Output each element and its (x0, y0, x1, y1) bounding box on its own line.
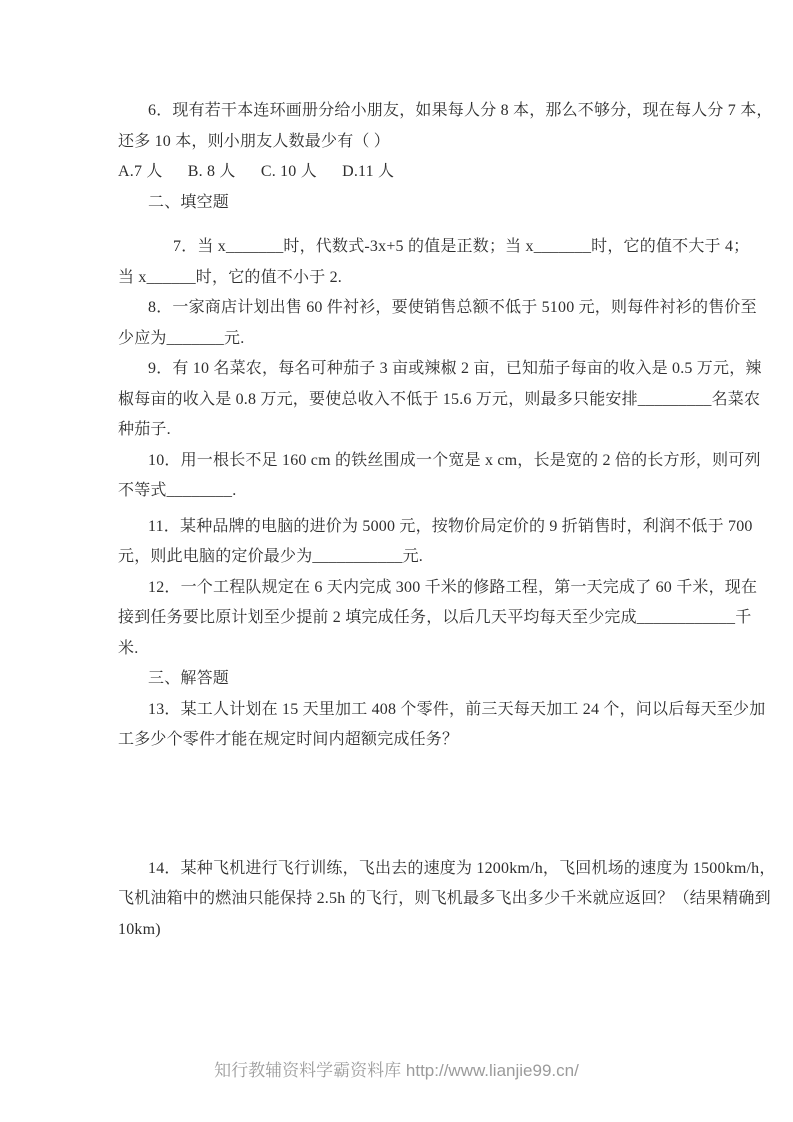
q12-line-3: 米. (118, 639, 139, 657)
q14-line-1: 14．某种飞机进行飞行训练，飞出去的速度为 1200km/h，飞回机场的速度为 1500km/h， (148, 859, 776, 877)
section-2-header: 二、填空题 (148, 193, 230, 211)
q6-line-1: 6．现有若干本连环画册分给小朋友，如果每人分 8 本，那么不够分，现在每人分 7 本， (148, 102, 773, 119)
q14-line-3: 10km) (118, 920, 161, 938)
q9-line-2: 椒每亩的收入是 0.8 万元，要使总收入不低于 15.6 万元，则最多只能安排_________名菜农 (118, 390, 761, 408)
q12-line-1: 12．一个工程队规定在 6 天内完成 300 千米的修路工程，第一天完成了 60 千米，现在 (148, 578, 758, 596)
section-3-header: 三、解答题 (148, 670, 230, 687)
q12-line-2: 接到任务要比原计划至少提前 2 填完成任务，以后几天平均每天至少完成____________千 (118, 609, 752, 626)
q9-line-3: 种茄子. (118, 421, 171, 438)
q13-line-2: 工多少个零件才能在规定时间内超额完成任务？ (118, 731, 459, 748)
q6-options: A.7 人 B. 8 人 C. 10 人 D.11 人 (118, 163, 395, 180)
q11-line-2: 元，则此电脑的定价最少为___________元. (118, 548, 424, 565)
q8-line-2: 少应为_______元. (118, 329, 245, 347)
q11-line-1: 11．某种品牌的电脑的进价为 5000 元，按物价局定价的 9 折销售时，利润不低于 700 (148, 517, 753, 535)
q13-line-1: 13．某工人计划在 15 天里加工 408 个零件，前三天每天加工 24 个，问以后每天至少加 (148, 700, 766, 718)
footer-watermark: 知行教辅资料学霸资料库 http://www.lianjie99.cn/ (214, 1061, 579, 1080)
q7-line-1: 7．当 x_______时，代数式-3x+5 的值是正数；当 x_______时，它的值不大于 4； (173, 238, 750, 255)
q7-line-2: 当 x______时，它的值不小于 2. (118, 268, 343, 286)
q6-line-2: 还多 10 本，则小朋友人数最少有（ ） (118, 132, 391, 150)
q10-line-2: 不等式________. (118, 482, 237, 499)
q14-line-2: 飞机油箱中的燃油只能保持 2.5h 的飞行，则飞机最多飞出多少千米就应返回？（结果精确到 (118, 890, 771, 907)
worksheet-body (118, 96, 776, 945)
q9-line-1: 9．有 10 名菜农，每名可种茄子 3 亩或辣椒 2 亩，已知茄子每亩的收入是 0.5 万元，辣 (148, 360, 762, 377)
q10-line-1: 10．用一根长不足 160 cm 的铁丝围成一个宽是 x cm，长是宽的 2 倍的长方形，则可列 (148, 451, 761, 469)
q8-line-1: 8．一家商店计划出售 60 件衬衫，要使销售总额不低于 5100 元，则每件衬衫的售价至 (148, 299, 757, 316)
